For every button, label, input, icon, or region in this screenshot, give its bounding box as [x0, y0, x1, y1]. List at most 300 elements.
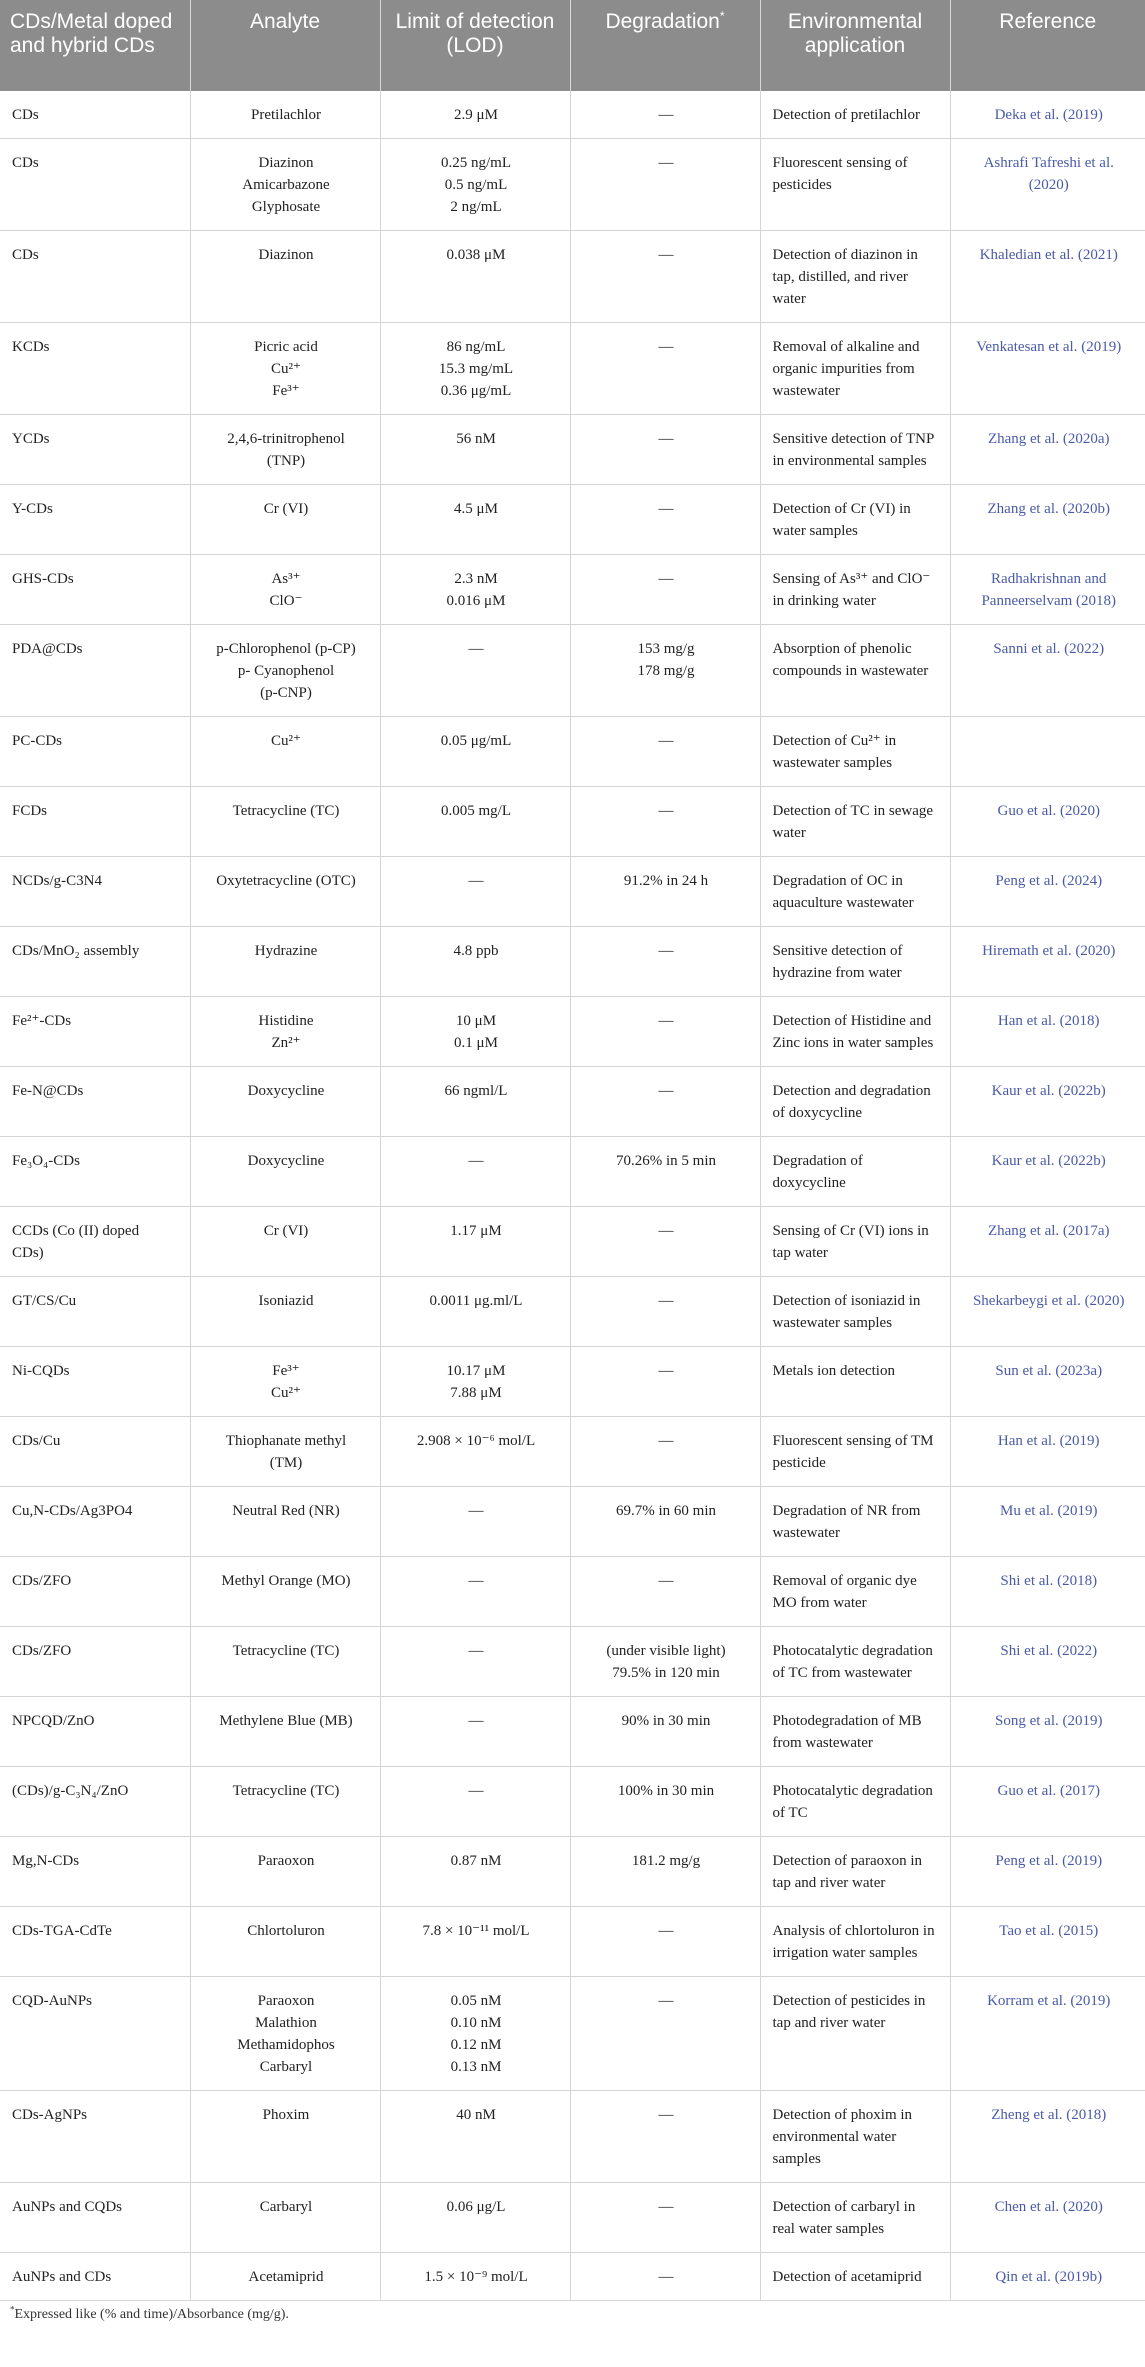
table-row — [0, 415, 1145, 485]
cell-degradation — [570, 1837, 760, 1907]
cell-degradation-line: 178 mg/g — [637, 663, 695, 679]
table-row — [0, 139, 1145, 231]
cell-analyte — [190, 415, 380, 485]
cell-degradation-line: 90% in 30 min — [621, 1713, 711, 1729]
cell-reference[interactable]: Qin et al. (2019b) — [950, 2253, 1145, 2301]
cell-lod-line: 40 nM — [456, 2107, 496, 2123]
cell-lod-line: 0.36 μg/mL — [440, 383, 512, 399]
table-row — [0, 1907, 1145, 1977]
cell-lod — [380, 1907, 570, 1977]
cell-lod-line: 2.3 nM — [454, 571, 498, 587]
cell-application: Removal of organic dye MO from water — [760, 1557, 950, 1627]
cell-reference[interactable]: Zhang et al. (2020b) — [950, 485, 1145, 555]
cell-material — [0, 1627, 190, 1697]
cell-analyte-line: 2,4,6-trinitrophenol — [227, 431, 345, 447]
cell-lod — [380, 1767, 570, 1837]
table-row — [0, 1837, 1145, 1907]
table-row — [0, 857, 1145, 927]
cell-lod — [380, 1837, 570, 1907]
cell-lod — [380, 415, 570, 485]
cell-degradation-line: 181.2 mg/g — [631, 1853, 701, 1869]
cell-degradation — [570, 1137, 760, 1207]
cell-reference[interactable]: Tao et al. (2015) — [950, 1907, 1145, 1977]
cell-material-line: FCDs — [12, 803, 48, 819]
cell-analyte-line: p- Cyanophenol — [237, 663, 335, 679]
cell-application: Detection of TC in sewage water — [760, 787, 950, 857]
cell-material-line: AuNPs and CDs — [12, 2269, 112, 2285]
cell-degradation-line: — — [658, 1363, 674, 1379]
cell-analyte — [190, 1207, 380, 1277]
cell-degradation-line: — — [658, 1993, 674, 2009]
cell-degradation — [570, 625, 760, 717]
cell-analyte-line: Phoxim — [262, 2107, 310, 2123]
cell-lod-line: 2 ng/mL — [450, 199, 502, 215]
cell-reference[interactable]: Han et al. (2018) — [950, 997, 1145, 1067]
cell-reference[interactable]: Zheng et al. (2018) — [950, 2091, 1145, 2183]
table-row — [0, 1487, 1145, 1557]
cell-degradation — [570, 91, 760, 139]
cell-lod-line: — — [468, 1643, 484, 1659]
cell-lod-line: 56 nM — [456, 431, 496, 447]
cell-material-line: CDs-AgNPs — [12, 2107, 88, 2123]
cell-material-line: CDs — [12, 107, 39, 123]
cell-reference[interactable]: Radhakrishnan and Panneerselvam (2018) — [950, 555, 1145, 625]
cell-material-line: CDs — [12, 155, 39, 171]
cell-material — [0, 625, 190, 717]
cell-lod — [380, 2183, 570, 2253]
cell-lod — [380, 927, 570, 997]
cell-analyte — [190, 1487, 380, 1557]
cell-reference[interactable]: Song et al. (2019) — [950, 1697, 1145, 1767]
cell-degradation — [570, 2253, 760, 2301]
cell-application: Detection of pesticides in tap and river water — [760, 1977, 950, 2091]
cell-analyte-line: Cr (VI) — [263, 1223, 309, 1239]
cell-degradation — [570, 787, 760, 857]
cell-degradation — [570, 555, 760, 625]
cell-analyte-line: Diazinon — [258, 247, 314, 263]
cell-lod — [380, 323, 570, 415]
cell-lod-line: — — [468, 1713, 484, 1729]
cell-material — [0, 415, 190, 485]
cell-lod — [380, 1627, 570, 1697]
cell-analyte-line: Isoniazid — [258, 1293, 314, 1309]
header-lod: Limit of detection (LOD) — [380, 0, 570, 91]
cell-degradation — [570, 927, 760, 997]
cell-analyte-line: Cu²⁺ — [271, 733, 301, 749]
cell-reference[interactable]: Venkatesan et al. (2019) — [950, 323, 1145, 415]
cell-application: Degradation of OC in aquaculture wastewater — [760, 857, 950, 927]
cell-reference[interactable]: Kaur et al. (2022b) — [950, 1137, 1145, 1207]
cell-material-line: KCDs — [12, 339, 50, 355]
cell-degradation-line: — — [658, 2107, 674, 2123]
header-application: Environmental application — [760, 0, 950, 91]
cell-analyte — [190, 997, 380, 1067]
cell-degradation-line: — — [658, 2269, 674, 2285]
cell-reference[interactable]: Zhang et al. (2017a) — [950, 1207, 1145, 1277]
cell-analyte-line: Oxytetracycline (OTC) — [216, 873, 356, 889]
cell-material-line: PDA@CDs — [12, 641, 83, 657]
cell-degradation-line: (under visible light) — [606, 1643, 726, 1659]
cell-lod-line: 0.87 nM — [450, 1853, 502, 1869]
cell-material — [0, 1487, 190, 1557]
cell-material — [0, 91, 190, 139]
cell-analyte-line: (TNP) — [266, 453, 306, 469]
cell-material — [0, 927, 190, 997]
cell-reference[interactable]: Kaur et al. (2022b) — [950, 1067, 1145, 1137]
cell-application: Detection of paraoxon in tap and river water — [760, 1837, 950, 1907]
cell-lod — [380, 555, 570, 625]
cell-degradation — [570, 1347, 760, 1417]
cell-lod-line: 0.12 nM — [450, 2037, 502, 2053]
cell-lod — [380, 2091, 570, 2183]
cell-reference[interactable]: Guo et al. (2017) — [950, 1767, 1145, 1837]
cell-degradation-line: — — [658, 571, 674, 587]
cell-lod — [380, 1137, 570, 1207]
cell-degradation — [570, 1487, 760, 1557]
cell-material-line: Ni-CQDs — [12, 1363, 70, 1379]
cell-reference[interactable]: Peng et al. (2024) — [950, 857, 1145, 927]
cell-application: Detection and degradation of doxycycline — [760, 1067, 950, 1137]
cell-analyte-line: Acetamiprid — [248, 2269, 324, 2285]
cell-degradation-line: — — [658, 339, 674, 355]
cell-reference[interactable]: Deka et al. (2019) — [950, 91, 1145, 139]
cell-lod-line: 0.038 μM — [446, 247, 506, 263]
cell-lod-line: — — [468, 1503, 484, 1519]
cell-application: Sensitive detection of TNP in environmental samples — [760, 415, 950, 485]
table-header — [0, 0, 1145, 91]
cell-degradation — [570, 231, 760, 323]
cell-analyte — [190, 1277, 380, 1347]
cell-material — [0, 1977, 190, 2091]
cell-lod-line: 2.9 μM — [454, 107, 498, 123]
cell-lod — [380, 485, 570, 555]
header-degradation-mark: * — [719, 9, 725, 23]
cell-degradation-line: — — [658, 1083, 674, 1099]
cell-degradation-line: 91.2% in 24 h — [623, 873, 709, 889]
cell-lod-line: 0.0011 μg.ml/L — [429, 1293, 523, 1309]
cell-material-line: CDs) — [12, 1245, 44, 1261]
cell-application: Degradation of doxycycline — [760, 1137, 950, 1207]
cell-analyte — [190, 1137, 380, 1207]
table-row — [0, 787, 1145, 857]
cell-lod-line: 0.25 ng/mL — [441, 155, 511, 171]
cell-degradation — [570, 1277, 760, 1347]
cell-lod-line: 0.05 nM — [450, 1993, 502, 2009]
cell-analyte-line: Tetracycline (TC) — [232, 1643, 340, 1659]
cell-degradation-line: — — [658, 943, 674, 959]
cell-material-line: Y-CDs — [12, 501, 53, 517]
header-degradation-label: Degradation — [605, 10, 720, 33]
cell-degradation-line: — — [658, 733, 674, 749]
cell-analyte — [190, 2183, 380, 2253]
cell-lod — [380, 231, 570, 323]
cell-degradation — [570, 1977, 760, 2091]
cell-material — [0, 1557, 190, 1627]
cell-reference[interactable]: Guo et al. (2020) — [950, 787, 1145, 857]
cell-analyte-line: Hydrazine — [254, 943, 318, 959]
table-row — [0, 717, 1145, 787]
cell-lod — [380, 1417, 570, 1487]
cell-material — [0, 1277, 190, 1347]
cell-degradation — [570, 1627, 760, 1697]
cell-application: Photocatalytic degradation of TC from wastewater — [760, 1627, 950, 1697]
table-row — [0, 2091, 1145, 2183]
cell-degradation — [570, 997, 760, 1067]
cell-material-line: CDs-TGA-CdTe — [12, 1923, 112, 1939]
cell-degradation-line: 79.5% in 120 min — [612, 1665, 720, 1681]
cell-degradation-line: — — [658, 247, 674, 263]
cell-degradation — [570, 1067, 760, 1137]
cell-material — [0, 857, 190, 927]
table-row — [0, 1557, 1145, 1627]
cell-lod — [380, 139, 570, 231]
cell-material — [0, 2183, 190, 2253]
cell-lod-line: 0.06 μg/L — [446, 2199, 506, 2215]
cell-application: Absorption of phenolic compounds in wastewater — [760, 625, 950, 717]
table-row — [0, 231, 1145, 323]
cell-application: Detection of acetamiprid — [760, 2253, 950, 2301]
cell-lod — [380, 717, 570, 787]
cell-analyte-line: Methyl Orange (MO) — [221, 1573, 351, 1589]
cell-lod — [380, 1347, 570, 1417]
cell-material-line: CDs — [12, 247, 39, 263]
cell-lod-line: 0.5 ng/mL — [444, 177, 508, 193]
cell-analyte — [190, 1347, 380, 1417]
cell-material — [0, 231, 190, 323]
cell-lod-line: 0.016 μM — [446, 593, 506, 609]
cell-analyte-line: Carbaryl — [259, 2059, 313, 2075]
cell-degradation-line: — — [658, 1923, 674, 1939]
cell-lod-line: 1.5 × 10⁻⁹ mol/L — [424, 2269, 528, 2285]
cell-reference[interactable]: Chen et al. (2020) — [950, 2183, 1145, 2253]
cell-application: Photocatalytic degradation of TC — [760, 1767, 950, 1837]
cell-analyte-line: Fe³⁺ — [272, 383, 300, 399]
cell-analyte — [190, 927, 380, 997]
cell-material — [0, 717, 190, 787]
cell-analyte-line: Amicarbazone — [242, 177, 330, 193]
cell-material-line: Mg,N-CDs — [12, 1853, 80, 1869]
cell-reference[interactable]: Zhang et al. (2020a) — [950, 415, 1145, 485]
cell-analyte — [190, 555, 380, 625]
table-row — [0, 485, 1145, 555]
cell-reference[interactable]: Han et al. (2019) — [950, 1417, 1145, 1487]
cell-analyte-line: p-Chlorophenol (p-CP) — [216, 641, 356, 657]
cell-degradation-line: — — [658, 803, 674, 819]
cell-analyte — [190, 139, 380, 231]
cell-application: Fluorescent sensing of pesticides — [760, 139, 950, 231]
cell-application: Photodegradation of MB from wastewater — [760, 1697, 950, 1767]
cell-material-line: CDs/ZFO — [12, 1643, 72, 1659]
cell-lod — [380, 1977, 570, 2091]
cell-analyte-line: Doxycycline — [247, 1153, 325, 1169]
cell-lod-line: 10 μM — [455, 1013, 497, 1029]
cell-material — [0, 2253, 190, 2301]
table-row — [0, 1697, 1145, 1767]
cell-degradation-line: — — [658, 2199, 674, 2215]
cell-lod — [380, 1487, 570, 1557]
cell-lod — [380, 2253, 570, 2301]
cell-analyte-line: (p-CNP) — [260, 685, 312, 701]
table-row — [0, 2253, 1145, 2301]
cell-analyte-line: Methamidophos — [237, 2037, 335, 2053]
cell-material — [0, 323, 190, 415]
cell-lod-line: 4.5 μM — [454, 501, 498, 517]
cell-material — [0, 1137, 190, 1207]
cell-material-line: GHS-CDs — [12, 571, 74, 587]
cell-analyte-line: Histidine — [258, 1013, 314, 1029]
cell-lod — [380, 1557, 570, 1627]
cell-analyte — [190, 1067, 380, 1137]
table-row — [0, 323, 1145, 415]
table-row — [0, 91, 1145, 139]
cell-reference[interactable]: Mu et al. (2019) — [950, 1487, 1145, 1557]
footnote — [0, 2301, 1145, 2329]
cell-material-line: CCDs (Co (II) doped — [12, 1223, 140, 1239]
table-row — [0, 2183, 1145, 2253]
cell-lod-line: 4.8 ppb — [453, 943, 499, 959]
cell-material-line: AuNPs and CQDs — [12, 2199, 123, 2215]
cell-analyte-line: Fe³⁺ — [272, 1363, 300, 1379]
cell-reference[interactable]: Sanni et al. (2022) — [950, 625, 1145, 717]
cell-lod — [380, 1207, 570, 1277]
cell-lod — [380, 1277, 570, 1347]
cell-degradation-line: 69.7% in 60 min — [616, 1503, 716, 1519]
cell-degradation — [570, 485, 760, 555]
cell-material — [0, 1347, 190, 1417]
cell-material — [0, 1907, 190, 1977]
cell-lod-line: 0.10 nM — [450, 2015, 502, 2031]
cell-material-line: CDs/ZFO — [12, 1573, 72, 1589]
cell-degradation — [570, 1557, 760, 1627]
cell-lod-line: 10.17 μM — [446, 1363, 506, 1379]
header-reference: Reference — [950, 0, 1145, 91]
cell-analyte — [190, 1837, 380, 1907]
cell-material — [0, 1417, 190, 1487]
cell-material-line: NPCQD/ZnO — [12, 1713, 95, 1729]
cell-degradation-line: — — [658, 1013, 674, 1029]
cell-analyte-line: Picric acid — [254, 339, 318, 355]
header-analyte: Analyte — [190, 0, 380, 91]
cell-material — [0, 1067, 190, 1137]
cell-reference[interactable] — [950, 717, 1145, 787]
header-row — [0, 0, 1145, 91]
cell-lod-line: 15.3 mg/mL — [438, 361, 514, 377]
cell-analyte-line: Tetracycline (TC) — [232, 803, 340, 819]
cell-reference[interactable]: Korram et al. (2019) — [950, 1977, 1145, 2091]
cell-degradation — [570, 415, 760, 485]
table-row — [0, 1067, 1145, 1137]
cell-degradation — [570, 1767, 760, 1837]
cell-application: Detection of pretilachlor — [760, 91, 950, 139]
cell-reference[interactable]: Peng et al. (2019) — [950, 1837, 1145, 1907]
cell-application: Fluorescent sensing of TM pesticide — [760, 1417, 950, 1487]
cell-application: Detection of isoniazid in wastewater samples — [760, 1277, 950, 1347]
cell-analyte — [190, 1907, 380, 1977]
cell-analyte-line: Carbaryl — [259, 2199, 313, 2215]
cell-analyte — [190, 231, 380, 323]
cell-degradation-line: — — [658, 107, 674, 123]
cell-material-line: Fe²⁺-CDs — [12, 1013, 72, 1029]
cell-lod-line: — — [468, 1573, 484, 1589]
cell-degradation — [570, 2183, 760, 2253]
cell-lod-line: — — [468, 873, 484, 889]
cell-reference[interactable]: Shi et al. (2022) — [950, 1627, 1145, 1697]
cell-application: Analysis of chlortoluron in irrigation water samples — [760, 1907, 950, 1977]
table-row — [0, 927, 1145, 997]
cell-analyte — [190, 1417, 380, 1487]
cell-analyte — [190, 91, 380, 139]
cell-reference[interactable]: Ashrafi Tafreshi et al. (2020) — [950, 139, 1145, 231]
cell-analyte-line: Cu²⁺ — [271, 1385, 301, 1401]
cell-degradation-line: — — [658, 1223, 674, 1239]
header-material: CDs/Metal doped and hybrid CDs — [0, 0, 190, 91]
table-row — [0, 1767, 1145, 1837]
cell-degradation — [570, 323, 760, 415]
cell-application: Detection of carbaryl in real water samples — [760, 2183, 950, 2253]
cell-lod-line: 7.8 × 10⁻¹¹ mol/L — [422, 1923, 530, 1939]
cell-lod-line: 0.05 μg/mL — [440, 733, 512, 749]
cell-analyte-line: Thiophanate methyl — [225, 1433, 347, 1449]
cell-reference[interactable]: Khaledian et al. (2021) — [950, 231, 1145, 323]
cell-application: Sensitive detection of hydrazine from water — [760, 927, 950, 997]
cell-degradation — [570, 1417, 760, 1487]
table-row — [0, 1627, 1145, 1697]
cell-analyte-line: Paraoxon — [257, 1993, 315, 2009]
cell-analyte — [190, 787, 380, 857]
cell-degradation-line: — — [658, 1433, 674, 1449]
cell-reference[interactable]: Sun et al. (2023a) — [950, 1347, 1145, 1417]
cell-degradation-line: — — [658, 431, 674, 447]
table-row — [0, 625, 1145, 717]
cell-material-line: CDs/Cu — [12, 1433, 61, 1449]
cell-degradation — [570, 1907, 760, 1977]
cell-material-line: Cu,N-CDs/Ag3PO4 — [12, 1503, 133, 1519]
cell-reference[interactable]: Shekarbeygi et al. (2020) — [950, 1277, 1145, 1347]
cell-analyte-line: Methylene Blue (MB) — [219, 1713, 353, 1729]
cell-analyte — [190, 717, 380, 787]
cell-analyte — [190, 857, 380, 927]
cell-analyte-line: Doxycycline — [247, 1083, 325, 1099]
table-row — [0, 1977, 1145, 2091]
cell-lod — [380, 625, 570, 717]
cell-lod — [380, 91, 570, 139]
cell-reference[interactable]: Hiremath et al. (2020) — [950, 927, 1145, 997]
cell-material-line: CDs/MnO₂ assembly — [12, 943, 140, 959]
cell-lod-line: — — [468, 1783, 484, 1799]
cell-material — [0, 997, 190, 1067]
cell-material — [0, 1697, 190, 1767]
cell-application: Removal of alkaline and organic impurities from wastewater — [760, 323, 950, 415]
cell-reference[interactable]: Shi et al. (2018) — [950, 1557, 1145, 1627]
cell-degradation-line: 100% in 30 min — [617, 1783, 715, 1799]
cell-material — [0, 787, 190, 857]
cell-material-line: CQD-AuNPs — [12, 1993, 93, 2009]
cell-analyte-line: As³⁺ — [271, 571, 301, 587]
cell-degradation — [570, 1207, 760, 1277]
cell-degradation-line: 153 mg/g — [637, 641, 695, 657]
cell-degradation-line: — — [658, 1293, 674, 1309]
cell-analyte-line: Chlortoluron — [247, 1923, 325, 1939]
cell-lod — [380, 857, 570, 927]
table-row — [0, 1347, 1145, 1417]
cell-analyte — [190, 1977, 380, 2091]
cell-material — [0, 485, 190, 555]
cell-application: Sensing of As³⁺ and ClO⁻ in drinking water — [760, 555, 950, 625]
cell-lod-line: 0.1 μM — [454, 1035, 498, 1051]
table-row — [0, 1207, 1145, 1277]
cell-degradation — [570, 2091, 760, 2183]
cell-lod — [380, 1067, 570, 1137]
